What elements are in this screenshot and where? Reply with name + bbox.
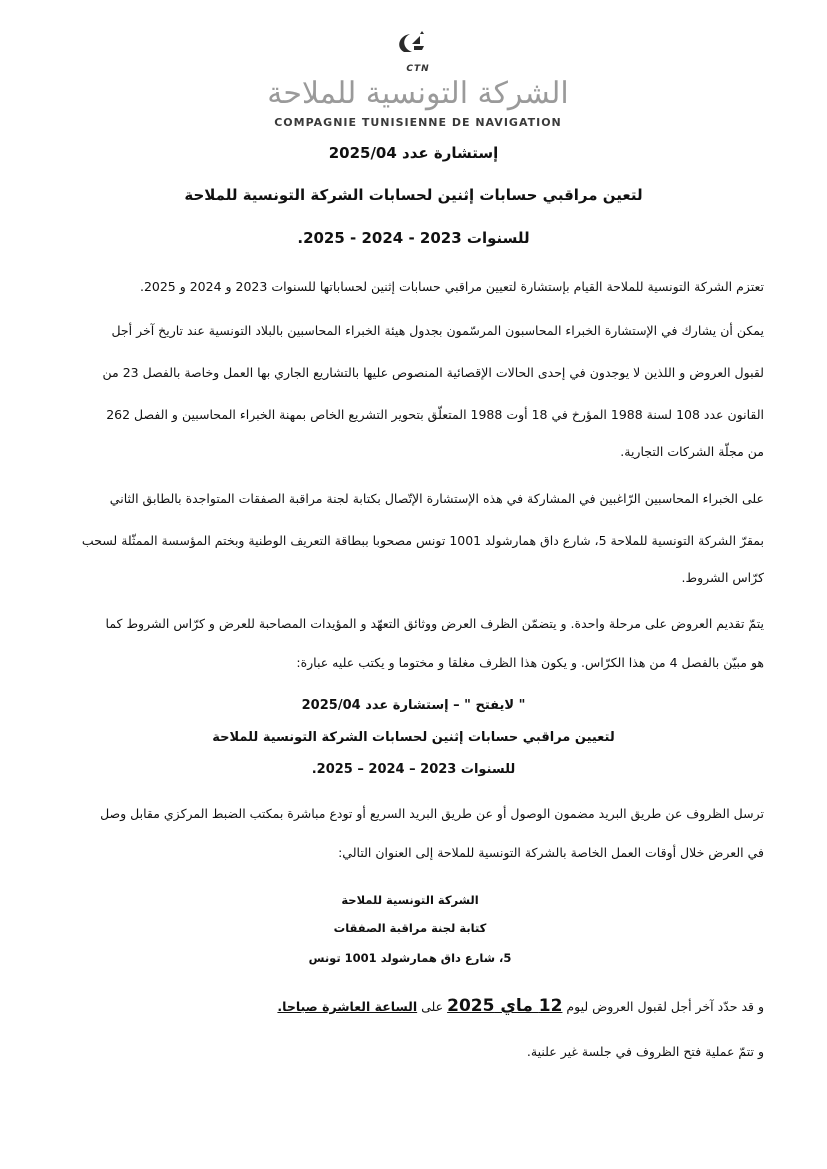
submission-line-2: هو مبيّن بالفصل 4 من هذا الكرّاس. و يكون هذا الظرف مغلقا و مختوما و يكتب عليه عبارة: (296, 655, 764, 670)
address-line-3: 5، شارع داق همارشولد 1001 تونس (308, 951, 512, 965)
contact-line-2: بمقرّ الشركة التونسية للملاحة 5، شارع داق همارشولد 1001 تونس مصحوبا ببطاقة التعريف الوطنية وبختم المؤسسة الممثّلة لسحب (81, 533, 764, 548)
deadline-sentence (150, 996, 764, 1016)
address-line-2: كتابة لجنة مراقبة الصفقات (333, 921, 487, 935)
submission-line-1: يتمّ تقديم العروض على مرحلة واحدة. و يتضمّن الظرف العرض ووثائق التعهّد و المؤيدات المصاحبة للعرض و كرّاس الشروط كما (105, 616, 764, 631)
envelope-line-1: " لايفتح " – إستشارة عدد 2025/04 (301, 698, 526, 713)
logo-french-name: COMPAGNIE TUNISIENNE DE NAVIGATION (274, 116, 562, 129)
deadline-middle: على (417, 999, 448, 1014)
deadline-time: الساعة العاشرة صباحا. (277, 999, 418, 1014)
consultation-number: إستشارة عدد 2025/04 (328, 144, 499, 162)
eligibility-line-1: يمكن أن يشارك في الإستشارة الخبراء المحاسبون المرسّمون بجدول هيئة الخبراء المحاسبين بالبلاد التونسية عند تاريخ آخر أجل (111, 323, 764, 338)
closing-sentence: و تتمّ عملية فتح الظروف في جلسة غير علنية. (526, 1044, 764, 1059)
consultation-years: للسنوات 2023 - 2024 - 2025. (297, 229, 530, 247)
consultation-subject: لتعين مراقبي حسابات إثنين لحسابات الشركة التونسية للملاحة (184, 186, 643, 204)
logo-abbreviation: CTN (406, 64, 430, 74)
logo-arabic-name: الشركة التونسية للملاحة (267, 76, 569, 111)
eligibility-line-4: من مجلّة الشركات التجارية. (620, 444, 764, 459)
deadline-date: 12 ماي 2025 (447, 996, 563, 1016)
delivery-line-1: ترسل الظروف عن طريق البريد مضمون الوصول أو عن طريق البريد السريع أو تودع مباشرة بمكتب الضبط المركزي مقابل وصل (100, 806, 764, 821)
deadline-prefix: و قد حدّد آخر أجل لقبول العروض ليوم (562, 999, 764, 1014)
contact-line-3: كرّاس الشروط. (681, 570, 764, 585)
envelope-line-2: لتعيين مراقبي حسابات إثنين لحسابات الشركة التونسية للملاحة (212, 730, 615, 745)
eligibility-line-3: القانون عدد 108 لسنة 1988 المؤرخ في 18 أوت 1988 المتعلّق بتحوير التشريع الخاص بمهنة الخبراء المحاسبين و الفصل 262 (106, 407, 764, 422)
company-logo (262, 30, 574, 130)
envelope-line-3: للسنوات 2023 – 2024 – 2025. (311, 762, 516, 777)
contact-line-1: على الخبراء المحاسبين الرّاغبين في المشاركة في هذه الإستشارة الإتّصال بكتابة لجنة مراقبة الصفقات المتواجدة بالطابق الثاني (109, 491, 764, 506)
eligibility-line-2: لقبول العروض و اللذين لا يوجدون في إحدى الحالات الإقصائية المنصوص عليها بالتشاريع الجاري بها العمل وخاصة بالفصل 23 من (102, 365, 764, 380)
ship-emblem-icon (390, 30, 436, 62)
intro-paragraph: تعتزم الشركة التونسية للملاحة القيام بإستشارة لتعيين مراقبي حسابات إثنين لحساباتها للسنوات 2023 و 2024 و 2025. (139, 279, 764, 294)
delivery-line-2: في العرض خلال أوقات العمل الخاصة بالشركة التونسية للملاحة إلى العنوان التالي: (338, 845, 764, 860)
address-line-1: الشركة التونسية للملاحة (341, 893, 479, 907)
